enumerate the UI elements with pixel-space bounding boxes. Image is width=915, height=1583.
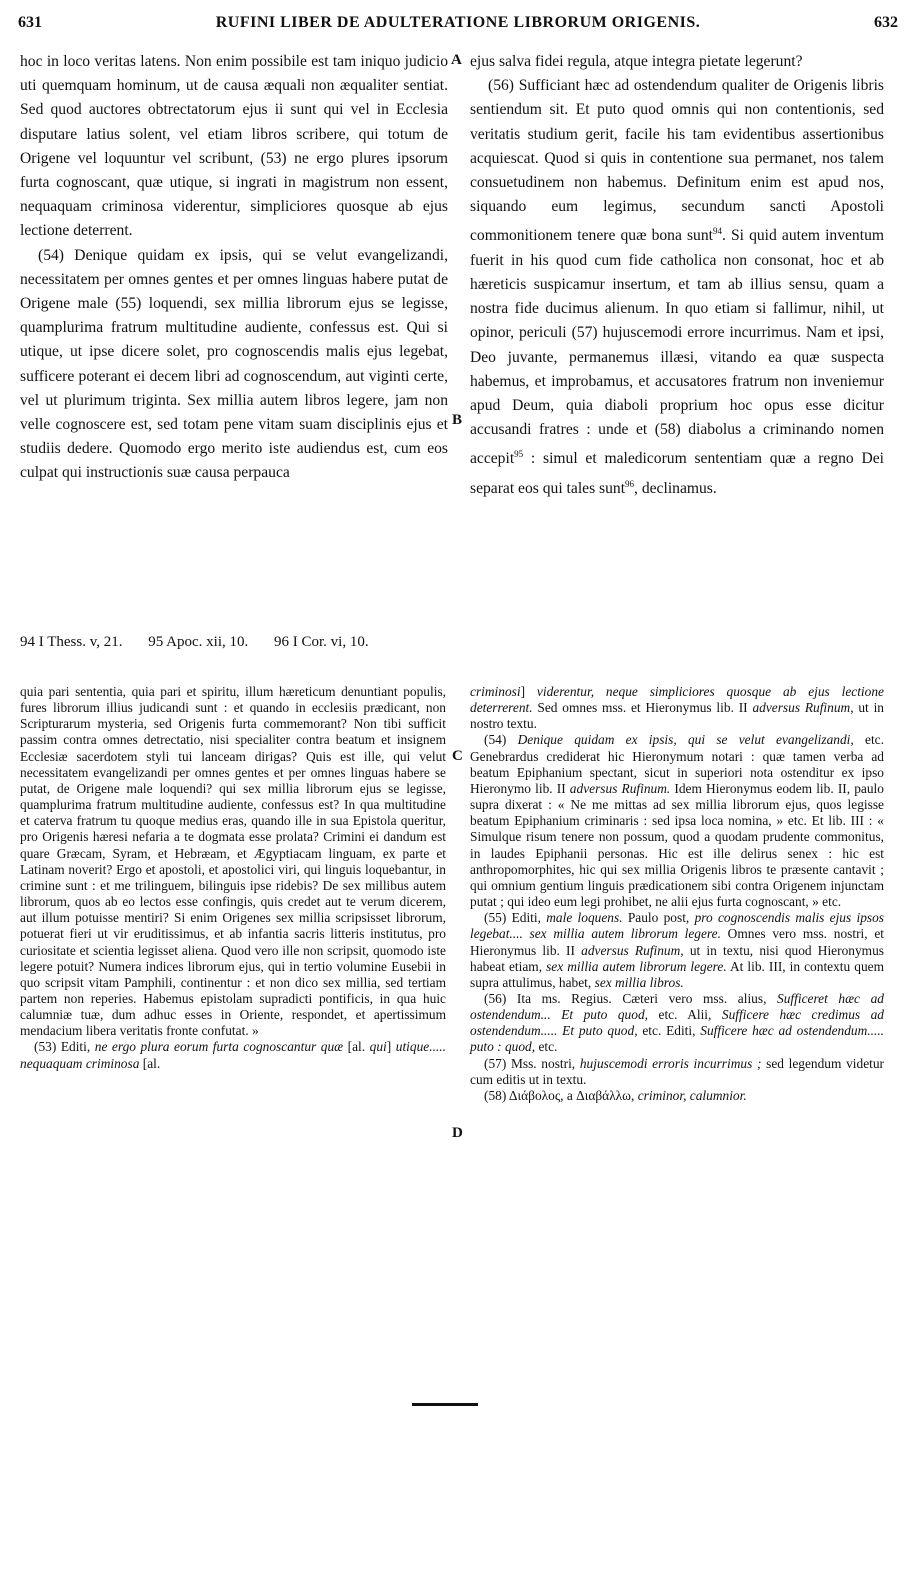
note: (55) Editi, male loquens. Paulo post, pro cognoscendis malis ejus ipsos legebat.... sex millia autem librorum legere. Omnes vero mss. nostri, et Hieronymus lib. II adversus Rufinum, ut in textu, nisi quod Hieronymus habeat etiam, sex millia autem librorum legere. At lib. III, in contextu quem supra attulimus, habet, sex millia libros. bbox=[470, 910, 885, 990]
reference: 94 I Thess. v, 21. bbox=[20, 634, 123, 650]
main-text-left-column bbox=[20, 50, 448, 486]
reference: 96 I Cor. vi, 10. bbox=[274, 634, 369, 650]
notes-left-column bbox=[20, 684, 446, 1072]
footnote-ref: 96 bbox=[625, 478, 635, 489]
note: (58) Διάβολος, a Διαβάλλω, criminor, calumnior. bbox=[484, 1087, 747, 1103]
page-number-left: 631 bbox=[18, 14, 42, 31]
running-title: RUFINI LIBER DE ADULTERATIONE LIBRORUM ORIGENIS. bbox=[215, 14, 701, 31]
main-text-right-column bbox=[470, 50, 884, 501]
note: quia pari sententia, quia pari et spiritu, illum hæreticum denuntiant populis, fures librorum illius judicandi sunt : et quando in ecclesiis prædicant, non Scripturarum mysteria, sed Origenis furta commemorant? Non tibi sufficit passim contra omnes detrectatio, nisi specialiter contra beatum et insignem Ecclesiæ sacerdotem styli tui lanceam dirigas? Quis est ille, qui velut necessitatem evangelizandi per omnes gentes et per omnes linguas habere se putat, de Origene male loquendi? qui sex millia librorum ejus se legisse, quamplurima fratrum multitudine audiente, confessus est? In qua multitudine et caterva fratrum tu quoque medius eras, quando ille in sua Epistola queritur, pro Origenis hæresi nefaria a te dogmata esse prolata? Crimini ei dandum est quare Græcam, Syram, et Hebræam, et Ægyptiacam linguam, ex parte et Latinam noverit? Ergo et apostoli, et apostolici viri, qui linguis loquebantur, in crimine sunt : et me trilinguem, bilinguis ipse ridebis? De sex millibus autem librorum, quos ab eo lectos esse confingis, quis credet aut te verum dicerem, aut illum potuisse mentiri? Si enim Origenes sex millia scripsisset librorum, potuerat fieri ut vir eruditissimus, et ab infantia sacris litteris institutus, pro curiositate et scientia legisset aliena. Quod vero ille non scripsit, quomodo iste legere potuit? Numera indices librorum ejus, qui in tertio volumine Eusebii in quo scripsit vitam Pamphili, continentur : et non dico sex millia, sed tertiam partem non reperies. Habemus epistolam supradicti pontificis, in qua huic calumniæ tuæ, dum adhuc esses in Oriente, respondet, et apertissimum mendacium libera veritatis fronte confutat. » bbox=[20, 684, 446, 1039]
paragraph: (54) Denique quidam ex ipsis, qui se velut evangelizandi, necessitatem per omnes gentes et per omnes linguas habere putat de Origene male (55) loquendi, sex millia librorum ejus se legisse, quamplurima fratrum multitudine audiente, confessus est. Qui si utique, ut ipse dicere solet, pro cognoscendis malis ejus legebat, sufficere poterant ei decem libri ad cognoscendum, aut viginti certe, vel ut plurimum triginta. Sex millia autem libros legere, jam non velle cognoscere est, sed totam pene vitam suam disciplinis ejus et studiis dedere. Quomodo ergo merito iste audiendus est, cum eos culpat qui instructionis suæ causa perpauca bbox=[20, 246, 448, 482]
note: (54) Denique quidam ex ipsis, qui se velut evangelizandi, etc. Genebrardus crediderat hic Hieronymum notari : quæ tamen verba ad beatum Epiphanium spectant, sicut in superiori nota ostenditur ex ipso Hieronymo lib. II adversus Rufinum. Idem Hieronymus eodem lib. II, paulo supra dixerat : « Ne me mittas ad sex millia librorum ejus, quos legisse beatum Epiphanium criminaris : sed ipsa loca nomina, » etc. Et lib. III : « Simulque risum tenere non possum, quod a quodam prudente commonitus, in laudes Epiphanii personas. Hic est ille delirus senex : hic est anthropomorphites, hic qui sex millia Origenis libros te præsente cantavit ; qui omnium gentium linguis prædicationem sibi contra Origenem injunctam putat ; qui ideo eum legi prohibet, ne alii ejus furta cognoscant, » etc. bbox=[470, 732, 884, 910]
footnote-ref: 95 bbox=[514, 449, 524, 460]
note: criminosi] viderentur, neque simpliciores quosque ab ejus lectione deterrerent. Sed omnes mss. et Hieronymus lib. II adversus Rufinum, ut in nostro textu. bbox=[470, 684, 884, 732]
scripture-references bbox=[20, 634, 890, 651]
reference: 95 Apoc. xii, 10. bbox=[148, 634, 249, 650]
note: (53) Editi, ne ergo plura eorum furta cognoscantur quæ [al. qui] utique..... nequaquam criminosa [al. bbox=[20, 1039, 446, 1071]
note: (56) Ita ms. Regius. Cæteri vero mss. alius, Sufficeret hæc ad ostendendum... Et puto quod, etc. Alii, Sufficere hæc credimus ad ostendendum..... Et puto quod, etc. Editi, Sufficere hæc ad ostendendum..... puto : quod, etc. bbox=[470, 990, 885, 1055]
margin-marker-d: D bbox=[452, 1125, 463, 1141]
notes-right-column bbox=[470, 684, 884, 1104]
paragraph: (56) Sufficiant hæc ad ostendendum qualiter de Origenis libris sentiendum sit. Et puto quod omnis qui non contentionis, sed veritatis studium gerit, facile his tam evidentibus assertionibus acquiescat. Quod si quis in contentione sua permanet, nos talem consuetudinem non habemus. Definitum enim est apud nos, siquando eum legimus, secundum sancti Apostoli commonitionem tenere quæ bona sunt$^{94}$. Si quid autem inventum fuerit in his quod cum fide catholica non consonat, hoc et ab hæreticis suspicamur insertum, et tam ab illius sensu, quam a nostra fide ducimus alienum. In quo etiam si fallimur, nihil, ut opinor, periculi (57) hujuscemodi errore incurrimus. Nam et ipsi, Deo juvante, permanemus illæsi, vitando ea quæ suspecta habemus, et improbamus, et accusatores fratrum non inveniemur apud Deum, quia diaboli proprium hoc opus esse dicitur accusandi fratres : unde et (58) diabolus a criminando nomen accepit$^{95}$ : simul et maledicorum sententiam quæ a regno Dei separat eos qui tales sunt$^{96}$, declinamus. bbox=[470, 77, 884, 498]
margin-marker-a: A bbox=[451, 52, 462, 68]
paragraph: ejus salva fidei regula, atque integra pietate legerunt? bbox=[470, 53, 803, 70]
page-header bbox=[18, 14, 898, 42]
note: (57) Mss. nostri, hujuscemodi erroris incurrimus ; sed legendum videtur cum editis ut in textu. bbox=[470, 1055, 885, 1087]
footnote-ref: 94 bbox=[712, 226, 722, 237]
margin-marker-c: C bbox=[452, 748, 463, 764]
end-rule bbox=[412, 1403, 478, 1406]
margin-marker-b: B bbox=[452, 412, 463, 428]
paragraph: hoc in loco veritas latens. Non enim possibile est tam iniquo judicio uti quemquam hominum, ut de causa æquali non æqualiter sentiat. Sed quod auctores obtrectatorum ejus ii sunt qui vel in Ecclesia disputare latius solent, vel etiam libros scribere, qui totum de Origene vel loquuntur vel scribunt, (53) ne ergo plures ipsorum furta cognoscant, quæ utique, si ingrati in magistrum non essent, nequaquam criminosa viderentur, simpliciores quosque ab ejus lectione deterrent. bbox=[20, 53, 448, 240]
page-number-right: 632 bbox=[874, 14, 898, 31]
